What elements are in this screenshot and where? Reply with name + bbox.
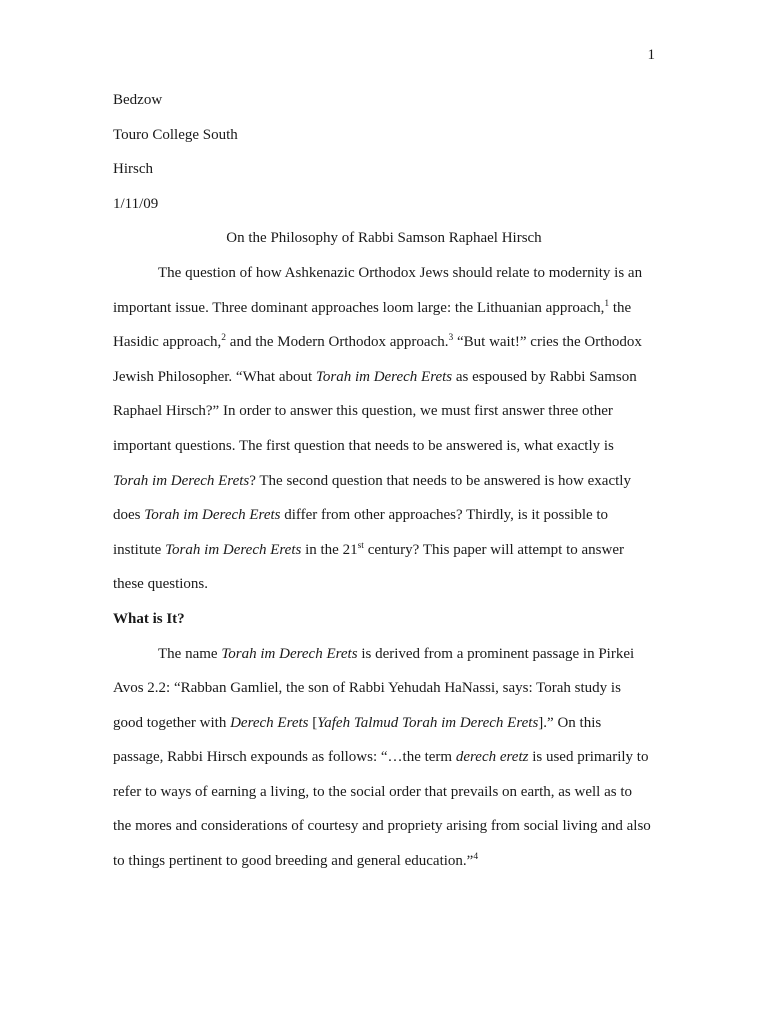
italic-term: Torah im Derech Erets <box>221 645 358 662</box>
header-author: Bedzow <box>113 92 163 108</box>
header-course: Hirsch <box>113 161 153 178</box>
italic-term: Torah im Derech Erets <box>113 472 250 489</box>
body-line <box>113 533 655 568</box>
italic-term: derech eretz <box>455 749 529 766</box>
header-institution: Touro College South <box>113 126 238 143</box>
body-line <box>113 567 655 602</box>
body-line <box>113 394 655 429</box>
body-line <box>113 740 655 775</box>
document-title: On the Philosophy of Rabbi Samson Raphael Hirsch <box>226 230 542 247</box>
body-line <box>113 844 655 879</box>
text-segment: good together with <box>113 714 231 731</box>
footnote-ref: 4 <box>473 852 479 863</box>
body-line <box>113 429 655 464</box>
footnote-ref: 2 <box>221 333 227 344</box>
body-line <box>113 809 655 844</box>
text-segment: ? The second question that needs to be answered is how exactly <box>249 472 631 489</box>
text-segment: Jewish Philosopher. “What about <box>113 368 316 385</box>
body-line <box>113 291 655 326</box>
text-segment: ].” On this <box>538 714 602 731</box>
body-line <box>113 706 655 741</box>
text-segment: as espoused by Rabbi Samson <box>452 368 637 385</box>
italic-term: Torah im Derech Erets <box>315 368 453 385</box>
page-number: 1 <box>647 47 655 63</box>
text-segment: [ <box>308 714 318 731</box>
text-segment: differ from other approaches? Thirdly, is it possible to <box>280 507 609 524</box>
body-line <box>113 256 655 291</box>
text-segment: important questions. The first question that needs to be answered is, what exactly is <box>113 437 614 454</box>
text-segment: the mores and considerations of courtesy and propriety arising from social living and also <box>113 818 651 835</box>
body-line <box>113 671 655 706</box>
body-line <box>113 637 655 672</box>
text-segment: is used primarily to <box>528 749 649 766</box>
text-segment: to things pertinent to good breeding and general education.” <box>113 853 474 870</box>
text-segment: and the Modern Orthodox approach. <box>226 334 449 351</box>
text-segment: refer to ways of earning a living, to the social order that prevails on earth, as well as to <box>113 783 632 800</box>
footnote-ref: 1 <box>604 298 610 309</box>
body-line <box>113 360 655 395</box>
text-segment: these questions. <box>113 576 208 593</box>
text-segment: important issue. Three dominant approaches loom large: the Lithuanian approach, <box>113 299 605 316</box>
text-segment: Avos 2.2: “Rabban Gamliel, the son of Rabbi Yehudah HaNassi, says: Torah study is <box>113 680 621 697</box>
document-body <box>113 83 655 879</box>
text-segment: passage, Rabbi Hirsch expounds as follows: “…the term <box>113 749 456 766</box>
text-segment: the <box>609 299 632 316</box>
text-segment: century? This paper will attempt to answer <box>363 541 624 558</box>
ordinal-suffix: st <box>357 540 364 551</box>
text-segment: Raphael Hirsch?” In order to answer this question, we must first answer three other <box>113 403 613 420</box>
body-line <box>113 325 655 360</box>
text-segment: The question of how Ashkenazic Orthodox Jews should relate to modernity is an <box>158 264 643 281</box>
body-line <box>113 775 655 810</box>
italic-term: Torah im Derech Erets <box>165 541 302 558</box>
text-segment: Hasidic approach, <box>113 334 222 351</box>
text-segment: The name <box>158 645 222 662</box>
italic-term: Torah im Derech Erets <box>144 507 281 524</box>
italic-term: Yafeh Talmud Torah im Derech Erets <box>317 714 539 731</box>
text-segment: institute <box>113 541 166 558</box>
text-segment: “But wait!” cries the Orthodox <box>453 334 642 351</box>
italic-term: Derech Erets <box>230 714 309 731</box>
body-line <box>113 464 655 499</box>
text-segment: does <box>113 507 145 524</box>
section-heading: What is It? <box>113 610 185 627</box>
body-line <box>113 498 655 533</box>
text-segment: in the 21 <box>301 541 358 558</box>
text-segment: is derived from a prominent passage in Pirkei <box>357 645 635 662</box>
header-date: 1/11/09 <box>113 195 159 212</box>
footnote-ref: 3 <box>448 333 454 344</box>
